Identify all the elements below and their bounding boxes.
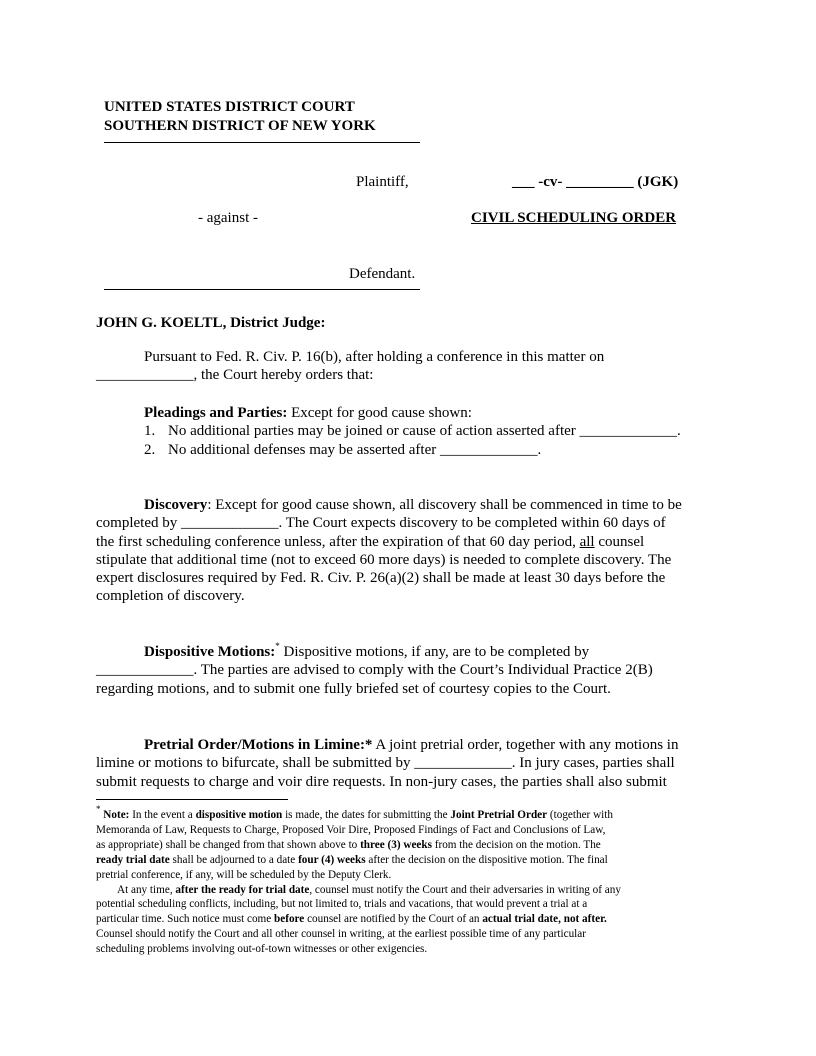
dispositive-line: _____________. The parties are advised to comply with the Court’s Individual Practice 2(B) [96, 662, 653, 679]
court-name-line1: UNITED STATES DISTRICT COURT [104, 99, 355, 115]
footnote-line [96, 853, 726, 868]
judge-heading: JOHN G. KOELTL, District Judge: [96, 315, 326, 331]
footnote [96, 804, 726, 957]
footnote-text-run: from the decision on the motion. The [431, 838, 601, 851]
pleadings-heading: Pleadings and Parties: [144, 405, 288, 421]
footnote-text-run: counsel are notified by the Court of an [304, 913, 483, 926]
item-text: No additional defenses may be asserted after _____________. [168, 441, 542, 458]
footnote-text-run: ready trial date [96, 853, 170, 866]
discovery-section [96, 496, 726, 606]
footnote-text-run: after the decision on the dispositive motion. The final [365, 853, 608, 866]
footnote-mark: * [275, 641, 280, 651]
pretrial-line: submit requests to charge and voir dire requests. In non-jury cases, the parties shall also submit [96, 773, 667, 790]
pretrial-section [96, 736, 726, 791]
pretrial-text: A joint pretrial order, together with any motions in [372, 737, 679, 753]
footnote-text-run: particular time. Such notice must come [96, 913, 275, 926]
dispositive-line: regarding motions, and to submit one fully briefed set of courtesy copies to the Court. [96, 680, 611, 697]
pleadings-section [96, 404, 726, 459]
footnote-text-run: scheduling problems involving out-of-town witnesses or other exigencies. [96, 943, 428, 956]
intro-line: Pursuant to Fed. R. Civ. P. 16(b), after holding a conference in this matter on [144, 349, 605, 365]
footnote-separator [96, 799, 288, 800]
discovery-line: the first scheduling conference unless, after the expiration of that 60 day period, all counsel [96, 533, 645, 550]
footnote-text-run: is made, the dates for submitting the [282, 809, 451, 821]
footnote-text-run: , counsel must notify the Court and their adversaries in writing of any [309, 883, 621, 896]
discovery-line: expert disclosures required by Fed. R. Civ. P. 26(a)(2) shall be made at least 30 days before the [96, 570, 666, 587]
dispositive-section [96, 643, 726, 698]
pleadings-item [96, 441, 726, 459]
order-title: CIVIL SCHEDULING ORDER [471, 210, 677, 226]
pleadings-heading-text: Except for good cause shown: [287, 405, 472, 421]
plaintiff-label: Plaintiff, [356, 174, 409, 190]
caption-divider-bottom [104, 289, 420, 290]
footnote-text-run: dispositive motion [195, 809, 283, 821]
footnote-text-run: Memoranda of Law, Requests to Charge, Proposed Voir Dire, Proposed Findings of Fact and Conclusions of Law, [96, 823, 606, 836]
footnote-line [96, 868, 726, 883]
footnote-line [96, 927, 726, 942]
item-number: 2. [144, 441, 156, 458]
emphasis-all: all [579, 533, 595, 550]
footnote-text-run: shall be adjourned to a date [169, 853, 299, 866]
dispositive-text: Dispositive motions, if any, are to be completed by [279, 644, 590, 660]
footnote-line [96, 823, 726, 838]
pretrial-heading: Pretrial Order/Motions in Limine:* [144, 737, 373, 753]
defendant-label: Defendant. [349, 266, 416, 282]
footnote-text-run: three (3) weeks [360, 838, 432, 851]
footnote-text-run: actual trial date, not after. [482, 913, 607, 926]
footnote-text-run: At any time, [117, 883, 176, 896]
intro-line: _____________, the Court hereby orders that: [96, 367, 374, 384]
item-number: 1. [144, 423, 156, 440]
footnote-text-run: Counsel should notify the Court and all other counsel in writing, at the earliest possible time of any particular [96, 928, 586, 941]
footnote-text-run: Joint Pretrial Order [450, 809, 548, 821]
footnote-text-run: potential scheduling conflicts, including, but not limited to, trials and vacations, that would prevent a trial at a [96, 898, 588, 911]
item-text: No additional parties may be joined or cause of action asserted after _____________. [168, 423, 681, 440]
intro-paragraph [96, 348, 726, 385]
footnote-line [96, 883, 726, 898]
discovery-line: completed by _____________. The Court expects discovery to be completed within 60 days of [96, 515, 666, 532]
case-number: ___ -cv- _________ (JGK) [512, 174, 679, 190]
footnote-text-run: (together with [547, 809, 613, 821]
footnote-text-run: before [274, 913, 305, 926]
against-label: - against - [198, 210, 258, 226]
footnote-line [96, 912, 726, 927]
footnote-text-run: as appropriate) shall be changed from that shown above to [96, 838, 361, 851]
discovery-line: stipulate that additional time (not to exceed 60 more days) is needed to complete discovery. The [96, 551, 672, 568]
pleadings-item [96, 422, 726, 440]
footnote-text-run: four (4) weeks [298, 853, 366, 866]
footnote-mark: * [96, 804, 101, 815]
dispositive-heading: Dispositive Motions: [144, 644, 276, 660]
footnote-text-run: after the ready for trial date [175, 883, 310, 896]
footnote-line [96, 804, 726, 823]
footnote-line [96, 897, 726, 912]
discovery-text: : Except for good cause shown, all discovery shall be commenced in time to be [207, 497, 682, 513]
pretrial-line: limine or motions to bifurcate, shall be submitted by _____________. In jury cases, parties shall [96, 755, 675, 772]
discovery-heading: Discovery [144, 497, 208, 513]
footnote-line [96, 838, 726, 853]
footnote-text-run: In the event a [129, 809, 196, 821]
court-name-line2: SOUTHERN DISTRICT OF NEW YORK [104, 118, 376, 134]
footnote-text-run: pretrial conference, if any, will be scheduled by the Deputy Clerk. [96, 868, 392, 881]
discovery-line: completion of discovery. [96, 588, 245, 605]
caption-divider-top [104, 142, 420, 143]
footnote-line [96, 942, 726, 957]
footnote-text-run: Note: [103, 809, 130, 821]
